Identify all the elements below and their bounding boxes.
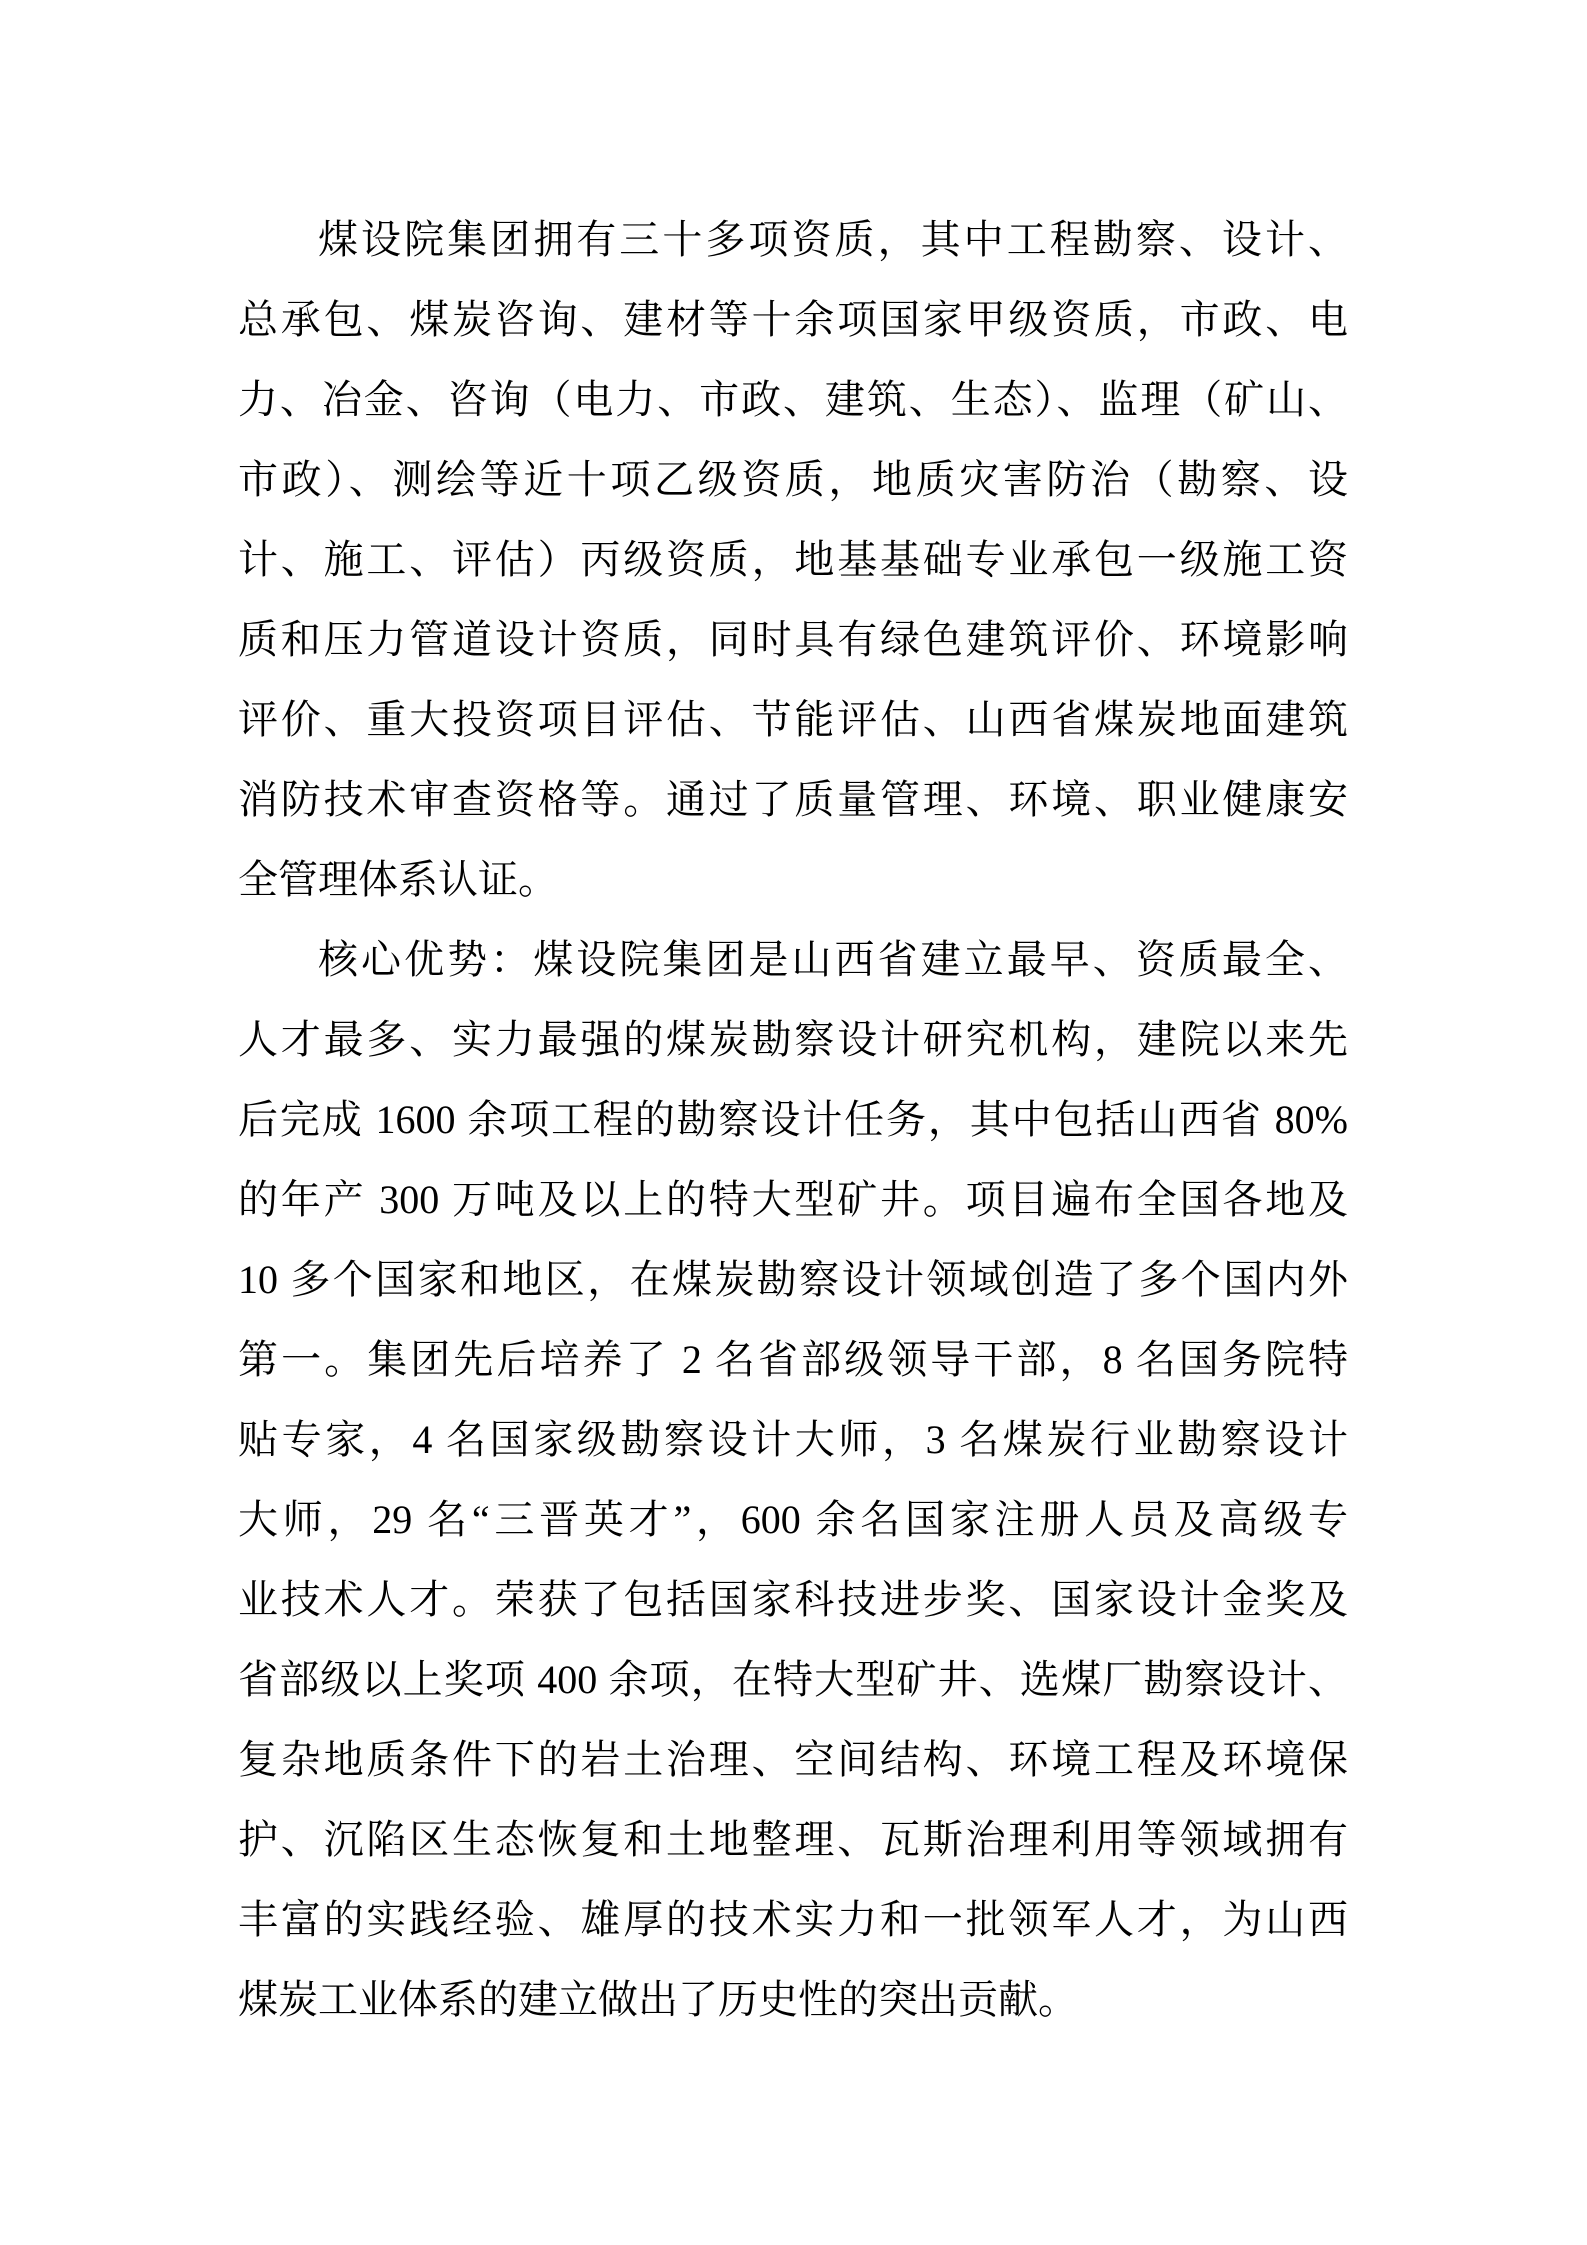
- text-line: 人才最多、实力最强的煤炭勘察设计研究机构，建院以来先: [238, 1017, 1348, 1062]
- text-line: 的年产 300 万吨及以上的特大型矿井。项目遍布全国各地及: [238, 1177, 1348, 1222]
- text-line: 煤炭工业体系的建立做出了历史性的突出贡献。: [238, 1977, 1078, 2022]
- paragraph-qualifications: [238, 200, 1348, 920]
- text-line: 核心优势：煤设院集团是山西省建立最早、资质最全、: [318, 937, 1348, 982]
- text-line: 10 多个国家和地区，在煤炭勘察设计领域创造了多个国内外: [238, 1257, 1348, 1302]
- text-line: 计、施工、评估）丙级资质，地基基础专业承包一级施工资: [238, 537, 1348, 582]
- text-line: 贴专家，4 名国家级勘察设计大师，3 名煤炭行业勘察设计: [238, 1417, 1348, 1462]
- text-line: 复杂地质条件下的岩土治理、空间结构、环境工程及环境保: [238, 1737, 1348, 1782]
- text-line: 丰富的实践经验、雄厚的技术实力和一批领军人才，为山西: [238, 1897, 1348, 1942]
- text-line: 力、冶金、咨询（电力、市政、建筑、生态）、监理（矿山、: [238, 377, 1348, 422]
- text-line: 大师，29 名“三晋英才”，600 余名国家注册人员及高级专: [238, 1497, 1348, 1542]
- paragraph-core-advantages: [238, 920, 1348, 2040]
- text-line: 市政）、测绘等近十项乙级资质，地质灾害防治（勘察、设: [238, 457, 1348, 502]
- text-line: 业技术人才。荣获了包括国家科技进步奖、国家设计金奖及: [238, 1577, 1348, 1622]
- text-line: 后完成 1600 余项工程的勘察设计任务，其中包括山西省 80%: [238, 1097, 1348, 1142]
- text-line: 消防技术审查资格等。通过了质量管理、环境、职业健康安: [238, 777, 1348, 822]
- text-line: 护、沉陷区生态恢复和土地整理、瓦斯治理利用等领域拥有: [238, 1817, 1348, 1862]
- text-line: 评价、重大投资项目评估、节能评估、山西省煤炭地面建筑: [238, 697, 1348, 742]
- text-line: 省部级以上奖项 400 余项，在特大型矿井、选煤厂勘察设计、: [238, 1657, 1348, 1702]
- text-line: 第一。集团先后培养了 2 名省部级领导干部，8 名国务院特: [238, 1337, 1348, 1382]
- text-line: 煤设院集团拥有三十多项资质，其中工程勘察、设计、: [318, 217, 1348, 262]
- text-line: 全管理体系认证。: [238, 857, 558, 902]
- text-line: 总承包、煤炭咨询、建材等十余项国家甲级资质，市政、电: [238, 297, 1348, 342]
- text-line: 质和压力管道设计资质，同时具有绿色建筑评价、环境影响: [238, 617, 1348, 662]
